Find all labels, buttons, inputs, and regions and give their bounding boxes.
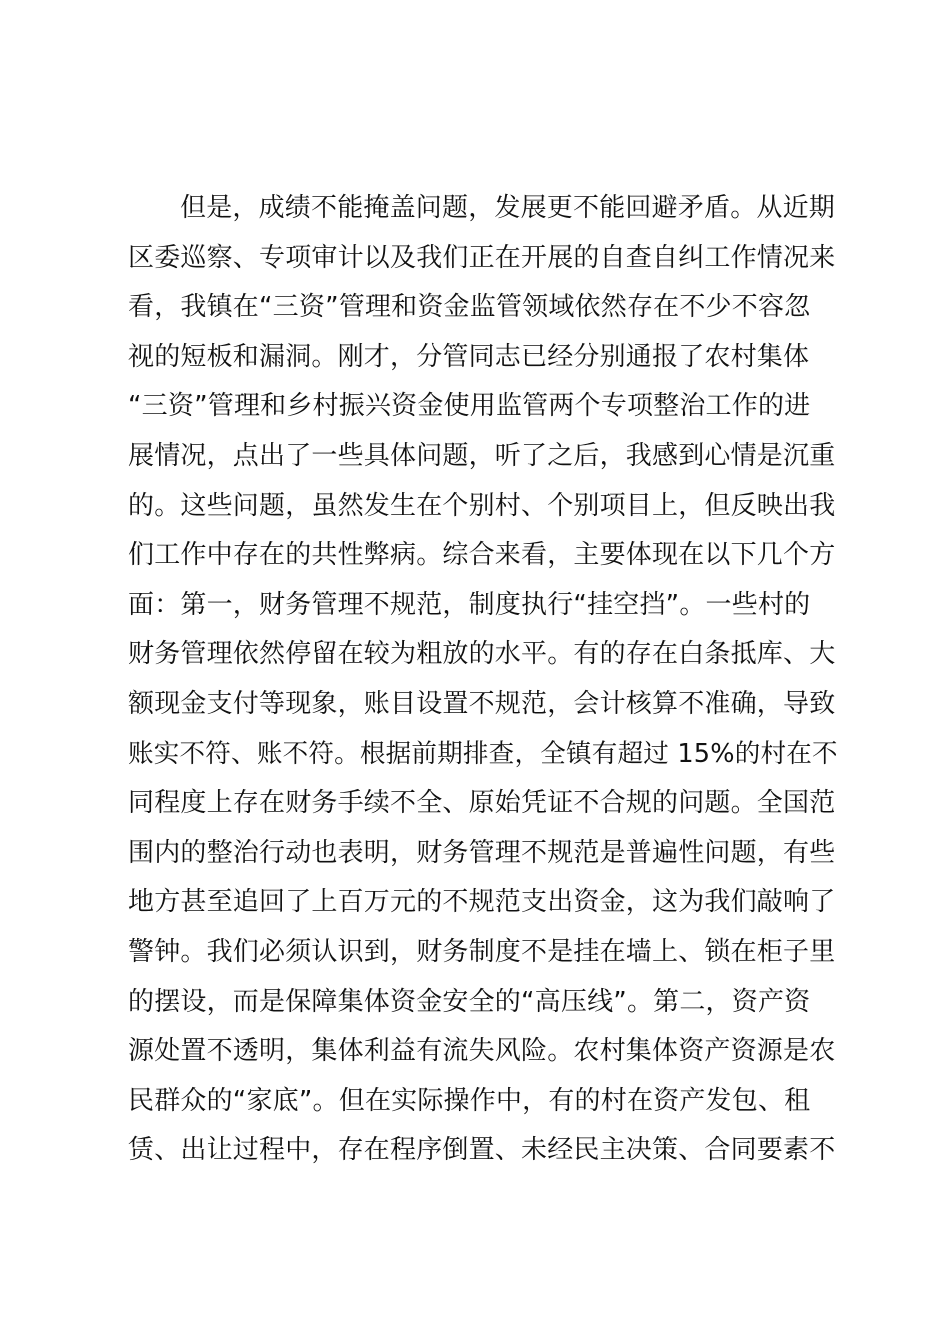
paragraph-line: “三资”管理和乡村振兴资金使用监管两个专项整治工作的进 xyxy=(128,391,811,422)
paragraph-line: 面：第一，财务管理不规范，制度执行“挂空挡”。一些村的 xyxy=(128,589,811,620)
paragraph-line: 地方甚至追回了上百万元的不规范支出资金，这为我们敲响了 xyxy=(128,887,836,918)
paragraph-line: 看，我镇在“三资”管理和资金监管领域依然存在不少不容忽 xyxy=(128,292,811,323)
paragraph-line: 但是，成绩不能掩盖问题，发展更不能回避矛盾。从近期 xyxy=(180,193,836,223)
paragraph-line: 民群众的“家底”。但在实际操作中，有的村在资产发包、租 xyxy=(128,1085,811,1116)
paragraph-line: 展情况，点出了一些具体问题，听了之后，我感到心情是沉重 xyxy=(128,440,836,471)
paragraph-line: 的。这些问题，虽然发生在个别村、个别项目上，但反映出我 xyxy=(128,490,836,521)
body-paragraph xyxy=(128,184,838,1176)
paragraph-line: 围内的整治行动也表明，财务管理不规范是普遍性问题，有些 xyxy=(128,837,836,868)
paragraph-line: 源处置不透明，集体利益有流失风险。农村集体资产资源是农 xyxy=(128,1036,836,1067)
paragraph-line: 账实不符、账不符。根据前期排查，全镇有超过 15%的村在不 xyxy=(128,738,838,769)
paragraph-line: 警钟。我们必须认识到，财务制度不是挂在墙上、锁在柜子里 xyxy=(128,936,836,967)
paragraph-line: 区委巡察、专项审计以及我们正在开展的自查自纠工作情况来 xyxy=(128,242,836,273)
paragraph-line: 赁、出让过程中，存在程序倒置、未经民主决策、合同要素不 xyxy=(128,1135,836,1166)
paragraph-line: 们工作中存在的共性弊病。综合来看，主要体现在以下几个方 xyxy=(128,540,836,571)
paragraph-line: 视的短板和漏洞。刚才，分管同志已经分别通报了农村集体 xyxy=(128,341,810,372)
paragraph-line: 财务管理依然停留在较为粗放的水平。有的存在白条抵库、大 xyxy=(128,639,836,670)
paragraph-line: 额现金支付等现象，账目设置不规范，会计核算不准确，导致 xyxy=(128,688,836,719)
paragraph-line: 的摆设，而是保障集体资金安全的“高压线”。第二，资产资 xyxy=(128,986,811,1017)
paragraph-line: 同程度上存在财务手续不全、原始凭证不合规的问题。全国范 xyxy=(128,788,836,819)
